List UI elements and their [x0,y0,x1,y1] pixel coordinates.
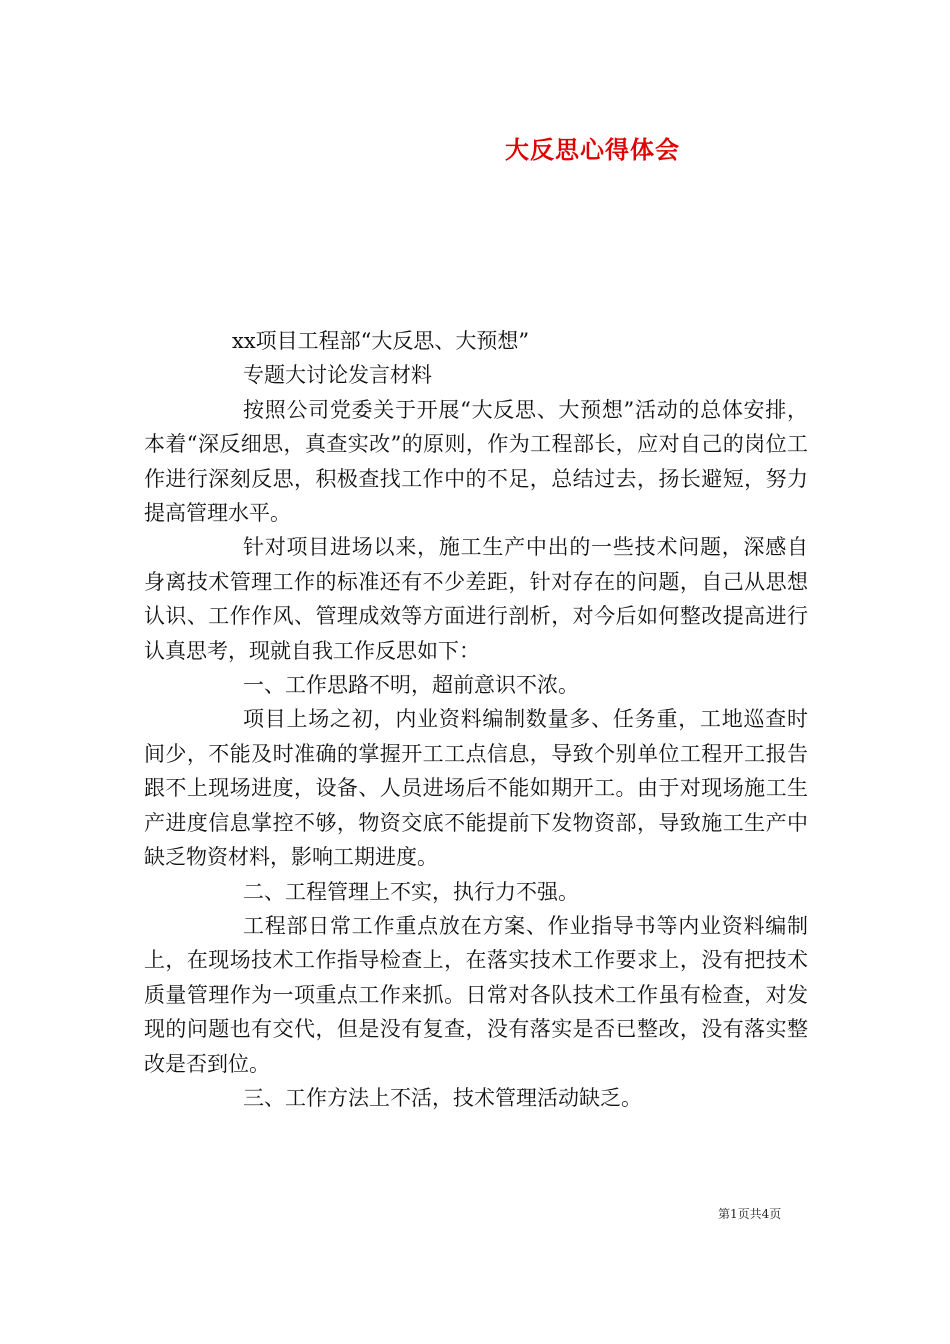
paragraph-analysis: 针对项目进场以来，施工生产中出的一些技术问题，深感自身离技术管理工作的标准还有不少差距，针对存在的问题，自己从思想认识、工作作风、管理成效等方面进行剖析，对今后如何整改提高进行认真思考，现就自我工作反思如下： [144,535,808,663]
subtitle-line-1: xx项目工程部“大反思、大预想” [232,329,530,353]
page-indicator: 第1页共4页 [718,1207,782,1221]
subtitle-line-2: 专题大讨论发言材料 [243,363,432,388]
section-heading-2: 二、工程管理上不实，执行力不强。 [243,879,579,904]
paragraph-section-2: 工程部日常工作重点放在方案、作业指导书等内业资料编制上，在现场技术工作指导检查上，在落实技术工作要求上，没有把技术质量管理作为一项重点工作来抓。日常对各队技术工作虽有检查，对发现的问题也有交代，但是没有复查，没有落实是否已整改，没有落实整改是否到位。 [144,913,808,1076]
document-body [144,324,808,1115]
paragraph-section-1: 项目上场之初，内业资料编制数量多、任务重，工地巡查时间少，不能及时准确的掌握开工工点信息，导致个别单位工程开工报告跟不上现场进度，设备、人员进场后不能如期开工。由于对现场施工生产进度信息掌控不够，物资交底不能提前下发物资部，导致施工生产中缺乏物资材料，影响工期进度。 [144,707,808,870]
document-title: 大反思心得体会 [505,136,680,164]
paragraph-intro: 按照公司党委关于开展“大反思、大预想”活动的总体安排，本着“深反细思，真查实改”的原则，作为工程部长，应对自己的岗位工作进行深刻反思，积极查找工作中的不足，总结过去，扬长避短，努力提高管理水平。 [144,397,808,526]
section-heading-1: 一、工作思路不明，超前意识不浓。 [243,673,579,698]
section-heading-3: 三、工作方法上不活，技术管理活动缺乏。 [243,1085,642,1110]
